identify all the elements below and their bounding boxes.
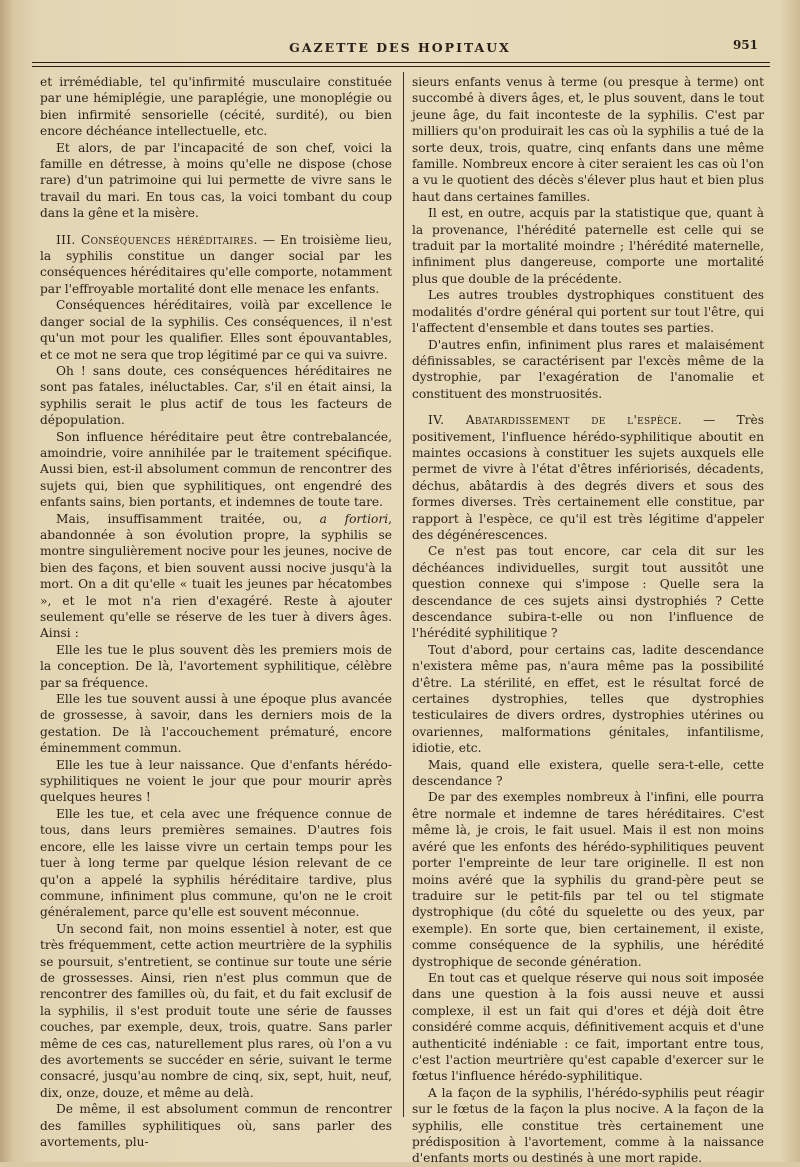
paragraph: De par des exemples nombreux à l'infini, elle pourra être normale et indemne de tares héréditaires. C'est même là, je crois, le fait usuel. Mais il est non moins avéré que les enfonts des hérédo-syphilitiques peuvent porter l'empreinte de leur tare originelle. Il est non moins avéré que la syphilis du grand-père peut se traduire sur le petit-fils par tel ou tel stigmate dystrophique (du côté du squelette ou des yeux, par exemple). En sorte que, bien certainement, il existe, comme conséquence de la syphilis, une hérédité dystrophique de seconde génération. xyxy=(412,790,764,969)
italic-phrase: a fortiori xyxy=(319,511,389,526)
paragraph-text: Mais, insuffisamment traitée, ou, xyxy=(56,511,320,526)
header-rule xyxy=(32,62,770,63)
paragraph: En tout cas et quelque réserve qui nous soit imposée dans une question à la fois aussi neuve et aussi complexe, il est un fait qui d'ores et déjà doit être considéré comme acquis, définitivement acquis et d'une authenticité indéniable : ce fait, important entre tous, c'est l'action meurtrière qu'est capable d'exercer sur le fœtus l'influence hérédo-syphilitique. xyxy=(412,970,764,1084)
section-paragraph xyxy=(40,232,392,298)
paragraph: Conséquences héréditaires, voilà par excellence le danger social de la syphilis. Ces conséquences, il n'est qu'un mot pour les qualifier. Elles sont épouvantables, et ce mot ne sera que trop légitimé par ce qui va suivre. xyxy=(40,298,392,362)
paragraph: De même, il est absolument commun de rencontrer des familles syphilitiques où, sans parler des avortements, plu- xyxy=(40,1102,392,1149)
paragraph: Elle les tue, et cela avec une fréquence connue de tous, dans leurs premières semaines. D'autres fois encore, elle les laisse vivre un certain temps pour les tuer à long terme par quelque lésion relevant de ce qu'on a appelé la syphilis héréditaire tardive, plus commune, infiniment plus commune, qu'on ne le croit généralement, parce qu'elle est souvent méconnue. xyxy=(40,806,392,920)
paragraph: Il est, en outre, acquis par la statistique que, quant à la provenance, l'hérédité paternelle est celle qui se traduit par la mortalité moindre ; l'hérédité maternelle, infiniment plus dangereuse, comporte une mortalité plus que double de la précédente. xyxy=(412,206,764,286)
paragraph: et irrémédiable, tel qu'infirmité musculaire constituée par une hémiplégie, une paraplégie, une monoplégie ou bien infirmité sensorielle (cécité, surdité), ou bien encore déchéance intellectuelle, etc. xyxy=(40,75,392,139)
section-heading: IV. Abatardissement de l'espèce. xyxy=(428,413,682,428)
paragraph xyxy=(40,511,392,642)
section-text: — Très positivement, l'influence hérédo-syphilitique aboutit en maintes occasions à constituer les sujets auxquels elle permet de vivre à l'état d'êtres infériorisés, décadents, déchus, abâtardis à des degrés divers et sous des formes diverses. Très certainement elle constitue, par rapport à l'espèce, ce qu'il est très légitime d'appeler des dégénérescences. xyxy=(412,413,764,542)
section-paragraph xyxy=(412,412,764,543)
page-number: 951 xyxy=(732,38,758,52)
left-column xyxy=(40,74,392,1150)
section-text: — En troisième lieu, la syphilis constitue un danger social par les conséquences héréditaires qu'elle comporte, notamment par l'effroyable mortalité dont elle menace les enfants. xyxy=(40,232,392,296)
paragraph: sieurs enfants venus à terme (ou presque à terme) ont succombé à divers âges, et, le plus souvent, dans le tout jeune âge, du fait inconteste de la syphilis. C'est par milliers qu'on produirait les cas où la syphilis a tué de la sorte deux, trois, quatre, cinq enfants dans une même famille. Nombreux encore à citer seraient les cas où l'on a vu le quotient des décès s'élever plus haut et bien plus haut dans certaines familles. xyxy=(412,75,764,204)
paragraph: D'autres enfin, infiniment plus rares et malaisément définissables, se caractérisent par l'excès même de la dystrophie, par l'exagération de l'anomalie et constituent des monstruosités. xyxy=(412,337,764,401)
paragraph: Mais, quand elle existera, quelle sera-t-elle, cette descendance ? xyxy=(412,757,764,789)
running-title: GAZETTE DES HOPITAUX xyxy=(289,40,511,55)
header-rule-thin xyxy=(32,66,770,67)
page-header xyxy=(20,36,780,58)
paragraph: Ce n'est pas tout encore, car cela dit sur les déchéances individuelles, surgit tout aussitôt une question connexe qui s'impose : Quelle sera la descendance de ces sujets ainsi dystrophiés ? Cette descendance subira-t-elle ou non l'influence de l'hérédité syphilitique ? xyxy=(412,544,764,641)
paragraph: Elle les tue souvent aussi à une époque plus avancée de grossesse, à savoir, dans les derniers mois de la gestation. De là l'accouchement prématuré, encore éminemment commun. xyxy=(40,692,392,756)
paragraph: Elle les tue à leur naissance. Que d'enfants hérédo-syphilitiques ne voient le jour que pour mourir après quelques heures ! xyxy=(40,757,392,805)
right-column xyxy=(412,74,764,1167)
paragraph: Tout d'abord, pour certains cas, ladite descendance n'existera même pas, n'aura même pas la possibilité d'être. La stérilité, en effet, est le résultat forcé de certaines dystrophies, telles que dystrophies testiculaires de divers ordres, dystrophies utérines ou ovariennes, malformations génitales, infantilisme, idiotie, etc. xyxy=(412,642,764,756)
paragraph: Un second fait, non moins essentiel à noter, est que très fréquemment, cette action meurtrière de la syphilis se poursuit, s'entretient, se continue sur toute une série de grossesses. Ainsi, rien n'est plus commun que de rencontrer des familles où, du fait, et du fait exclusif de la syphilis, il s'est produit toute une série de fausses couches, par exemple, deux, trois, quatre. Sans parler même de ces cas, naturellement plus rares, où l'on a vu des avortements se succéder en série, suivant le terme consacré, jusqu'au nombre de cinq, six, sept, huit, neuf, dix, onze, douze, et même au delà. xyxy=(40,921,392,1100)
paragraph: Les autres troubles dystrophiques constituent des modalités d'ordre général qui portent sur tout l'être, qui l'affectent d'ensemble et dans toutes ses parties. xyxy=(412,288,764,336)
paragraph: Elle les tue le plus souvent dès les premiers mois de la conception. De là, l'avortement syphilitique, célèbre par sa fréquence. xyxy=(40,642,392,690)
paragraph: Son influence héréditaire peut être contrebalancée, amoindrie, voire annihilée par le traitement spécifique. Aussi bien, est-il absolument commun de rencontrer des sujets qui, bien que syphilitiques, ont engendré des enfants sains, bien portants, et indemnes de toute tare. xyxy=(40,429,392,510)
paragraph: Et alors, de par l'incapacité de son chef, voici la famille en détresse, à moins qu'elle ne dispose (chose rare) d'un patrimoine qui lui permette de vivre sans le travail du mari. En tous cas, la voici tombant du coup dans la gêne et la misère. xyxy=(40,140,392,221)
paragraph: Oh ! sans doute, ces conséquences héréditaires ne sont pas fatales, inéluctables. Car, s'il en était ainsi, la syphilis serait le plus actif de tous les facteurs de dépopulation. xyxy=(40,363,392,428)
paragraph: A la façon de la syphilis, l'hérédo-syphilis peut réagir sur le fœtus de la façon la plus nocive. A la façon de la syphilis, elle constitue très certainement une prédisposition à l'avortement, comme à la naissance d'enfants morts ou destinés à une mort rapide. xyxy=(412,1085,764,1166)
section-heading: III. Conséquences héréditaires. xyxy=(56,232,258,247)
column-divider xyxy=(403,72,404,1117)
paragraph-text: , abandonnée à son évolution propre, la syphilis se montre singulièrement nocive pour les jeunes, nocive de bien des façons, et bien souvent aussi nocive jusqu'à la mort. On a dit qu'elle « tuait les jeunes par hécatombes », et le mot n'a rien d'exagéré. Reste à ajouter seulement qu'elle se réserve de les tuer à divers âges. Ainsi : xyxy=(40,511,392,641)
